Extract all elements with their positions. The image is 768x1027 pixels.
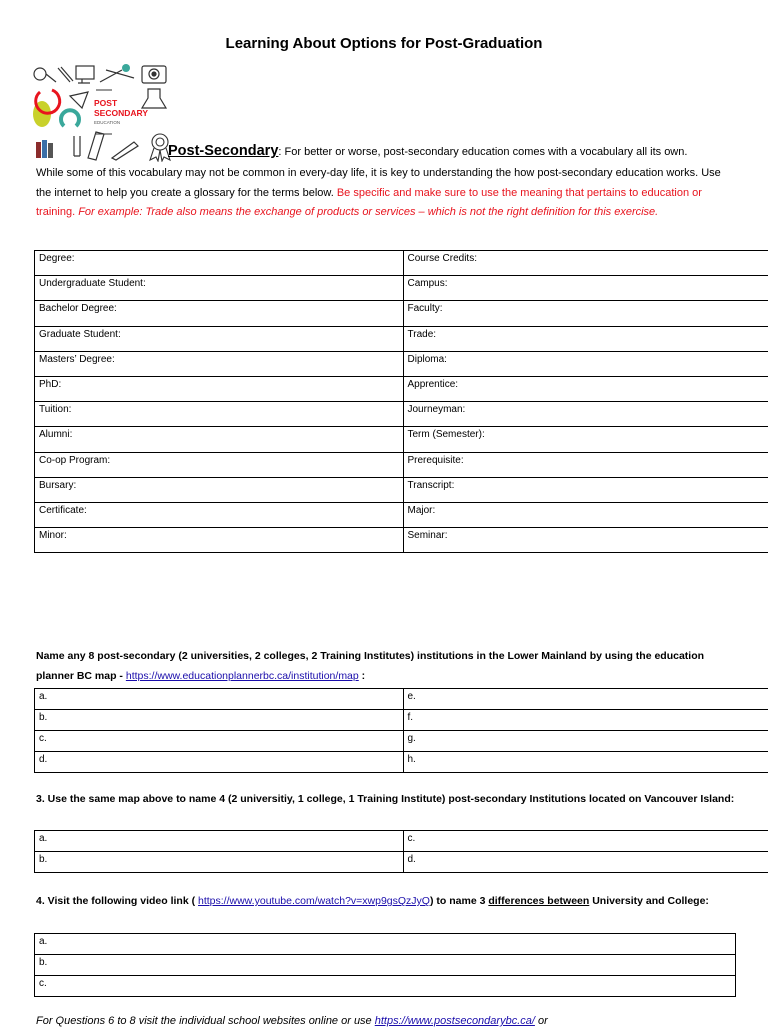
ruler-icon	[70, 92, 88, 108]
differences-table	[34, 933, 736, 997]
flask-icon	[74, 136, 80, 156]
glossary-row-cell[interactable]: Seminar:	[403, 528, 768, 553]
institution-row	[35, 731, 768, 752]
glossary-row-cell[interactable]: PhD:	[35, 376, 404, 401]
glossary-row-cell[interactable]: Prerequisite:	[403, 452, 768, 477]
institution-row-cell[interactable]: d.	[35, 752, 404, 773]
difference-row	[35, 955, 736, 976]
institution-row	[35, 752, 768, 773]
glossary-row-cell[interactable]: Journeyman:	[403, 402, 768, 427]
island-row-cell[interactable]: c.	[403, 831, 768, 852]
paragraph-example-text: For example: Trade also means the exchange of products or services – which is not the right definition for this exercise.	[78, 206, 658, 218]
glossary-row-cell[interactable]: Diploma:	[403, 351, 768, 376]
logo-text	[94, 90, 148, 134]
svg-text:SECONDARY: SECONDARY	[94, 108, 148, 118]
footer-text: For Questions 6 to 8 visit the individual school websites online or use	[36, 1015, 375, 1027]
page-title: Learning About Options for Post-Graduation	[0, 35, 768, 52]
institution-row	[35, 710, 768, 731]
question-4	[36, 891, 736, 911]
glossary-row-cell[interactable]: Minor:	[35, 528, 404, 553]
paragraph-text: While some of this vocabulary may not be common in every-day life, it is key to understanding the how post-secondary education works. Use the internet to help you create a glossary for the terms below.	[36, 167, 721, 199]
post-secondary-illustration	[30, 62, 175, 162]
glossary-row-cell[interactable]: Term (Semester):	[403, 427, 768, 452]
vancouver-island-table	[34, 830, 768, 873]
books-icon	[36, 140, 53, 158]
monitor-icon	[76, 66, 94, 83]
question-4-tail: University and College:	[589, 895, 709, 907]
question-4-mid: ) to name 3	[430, 895, 488, 907]
glossary-row-cell[interactable]: Graduate Student:	[35, 326, 404, 351]
glossary-row-cell[interactable]: Trade:	[403, 326, 768, 351]
glossary-row	[35, 427, 768, 452]
footer-tail: or	[535, 1015, 548, 1027]
magnet-icon	[61, 110, 79, 126]
question-4-underlined: differences between	[488, 895, 589, 907]
marker-icon	[112, 142, 138, 160]
beaker-icon	[142, 89, 166, 108]
glossary-row	[35, 502, 768, 527]
institution-row-cell[interactable]: b.	[35, 710, 404, 731]
difference-cell[interactable]: c.	[35, 976, 736, 997]
award-ribbon-icon	[150, 134, 170, 161]
lower-mainland-table	[34, 688, 768, 773]
glossary-row-cell[interactable]: Undergraduate Student:	[35, 276, 404, 301]
glossary-row	[35, 477, 768, 502]
youtube-link[interactable]: https://www.youtube.com/watch?v=xwp9gsQzJyQ	[198, 895, 430, 907]
institution-row-cell[interactable]: g.	[403, 731, 768, 752]
institution-row-cell[interactable]: a.	[35, 689, 404, 710]
glossary-row-cell[interactable]: Campus:	[403, 276, 768, 301]
glossary-row	[35, 528, 768, 553]
glossary-row	[35, 376, 768, 401]
camera-icon	[142, 66, 166, 83]
difference-row	[35, 976, 736, 997]
glossary-row-cell[interactable]: Co-op Program:	[35, 452, 404, 477]
institution-row-cell[interactable]: e.	[403, 689, 768, 710]
question-lower-mainland	[36, 646, 736, 686]
island-row	[35, 852, 768, 873]
stethoscope-icon	[34, 68, 56, 82]
footer-note	[36, 1015, 548, 1027]
glossary-table	[34, 250, 768, 553]
glossary-row	[35, 402, 768, 427]
postsecondarybc-link[interactable]: https://www.postsecondarybc.ca/	[375, 1015, 535, 1027]
glossary-row	[35, 452, 768, 477]
question-lower-mainland-tail: :	[359, 670, 365, 682]
paragraph-red-text: Be specific and make sure to use the meaning that pertains to education or training.	[36, 187, 702, 219]
glossary-row	[35, 301, 768, 326]
post-secondary-heading	[168, 143, 687, 159]
post-secondary-paragraph	[36, 164, 736, 223]
glossary-row-cell[interactable]: Masters’ Degree:	[35, 351, 404, 376]
island-row-cell[interactable]: a.	[35, 831, 404, 852]
island-row	[35, 831, 768, 852]
svg-text:EDUCATION: EDUCATION	[94, 120, 120, 125]
glossary-row-cell[interactable]: Major:	[403, 502, 768, 527]
glossary-row-cell[interactable]: Bursary:	[35, 477, 404, 502]
difference-cell[interactable]: b.	[35, 955, 736, 976]
post-secondary-intro: : For better or worse, post-secondary education comes with a vocabulary all its own.	[278, 146, 687, 158]
difference-row	[35, 934, 736, 955]
institution-row-cell[interactable]: f.	[403, 710, 768, 731]
post-secondary-title: Post-Secondary	[168, 143, 278, 159]
difference-cell[interactable]: a.	[35, 934, 736, 955]
island-row-cell[interactable]: d.	[403, 852, 768, 873]
glossary-row-cell[interactable]: Apprentice:	[403, 376, 768, 401]
institution-row-cell[interactable]: c.	[35, 731, 404, 752]
glossary-row-cell[interactable]: Degree:	[35, 251, 404, 276]
glossary-row	[35, 326, 768, 351]
question-3: 3. Use the same map above to name 4 (2 universitiy, 1 college, 1 Training Institute) post-secondary Institutions located on Vancouver Island:	[36, 789, 736, 809]
glue-icon	[88, 132, 104, 160]
tools-icon	[100, 64, 134, 82]
glossary-row-cell[interactable]: Transcript:	[403, 477, 768, 502]
institution-row	[35, 689, 768, 710]
pencil-icon	[58, 67, 73, 82]
island-row-cell[interactable]: b.	[35, 852, 404, 873]
glossary-row	[35, 251, 768, 276]
glossary-row-cell[interactable]: Alumni:	[35, 427, 404, 452]
glossary-row-cell[interactable]: Bachelor Degree:	[35, 301, 404, 326]
question-4-text: 4. Visit the following video link (	[36, 895, 198, 907]
glossary-row-cell[interactable]: Tuition:	[35, 402, 404, 427]
glossary-row	[35, 276, 768, 301]
glossary-row-cell[interactable]: Course Credits:	[403, 251, 768, 276]
question-lower-mainland-text: Name any 8 post-secondary (2 universities, 2 colleges, 2 Training Institutes) institutions in the Lower Mainland by using the education planner BC map -	[36, 650, 704, 682]
glossary-row-cell[interactable]: Certificate:	[35, 502, 404, 527]
educationplanner-link[interactable]: https://www.educationplannerbc.ca/institution/map	[126, 670, 359, 682]
glossary-row-cell[interactable]: Faculty:	[403, 301, 768, 326]
institution-row-cell[interactable]: h.	[403, 752, 768, 773]
glossary-row	[35, 351, 768, 376]
svg-text:POST: POST	[94, 98, 118, 108]
